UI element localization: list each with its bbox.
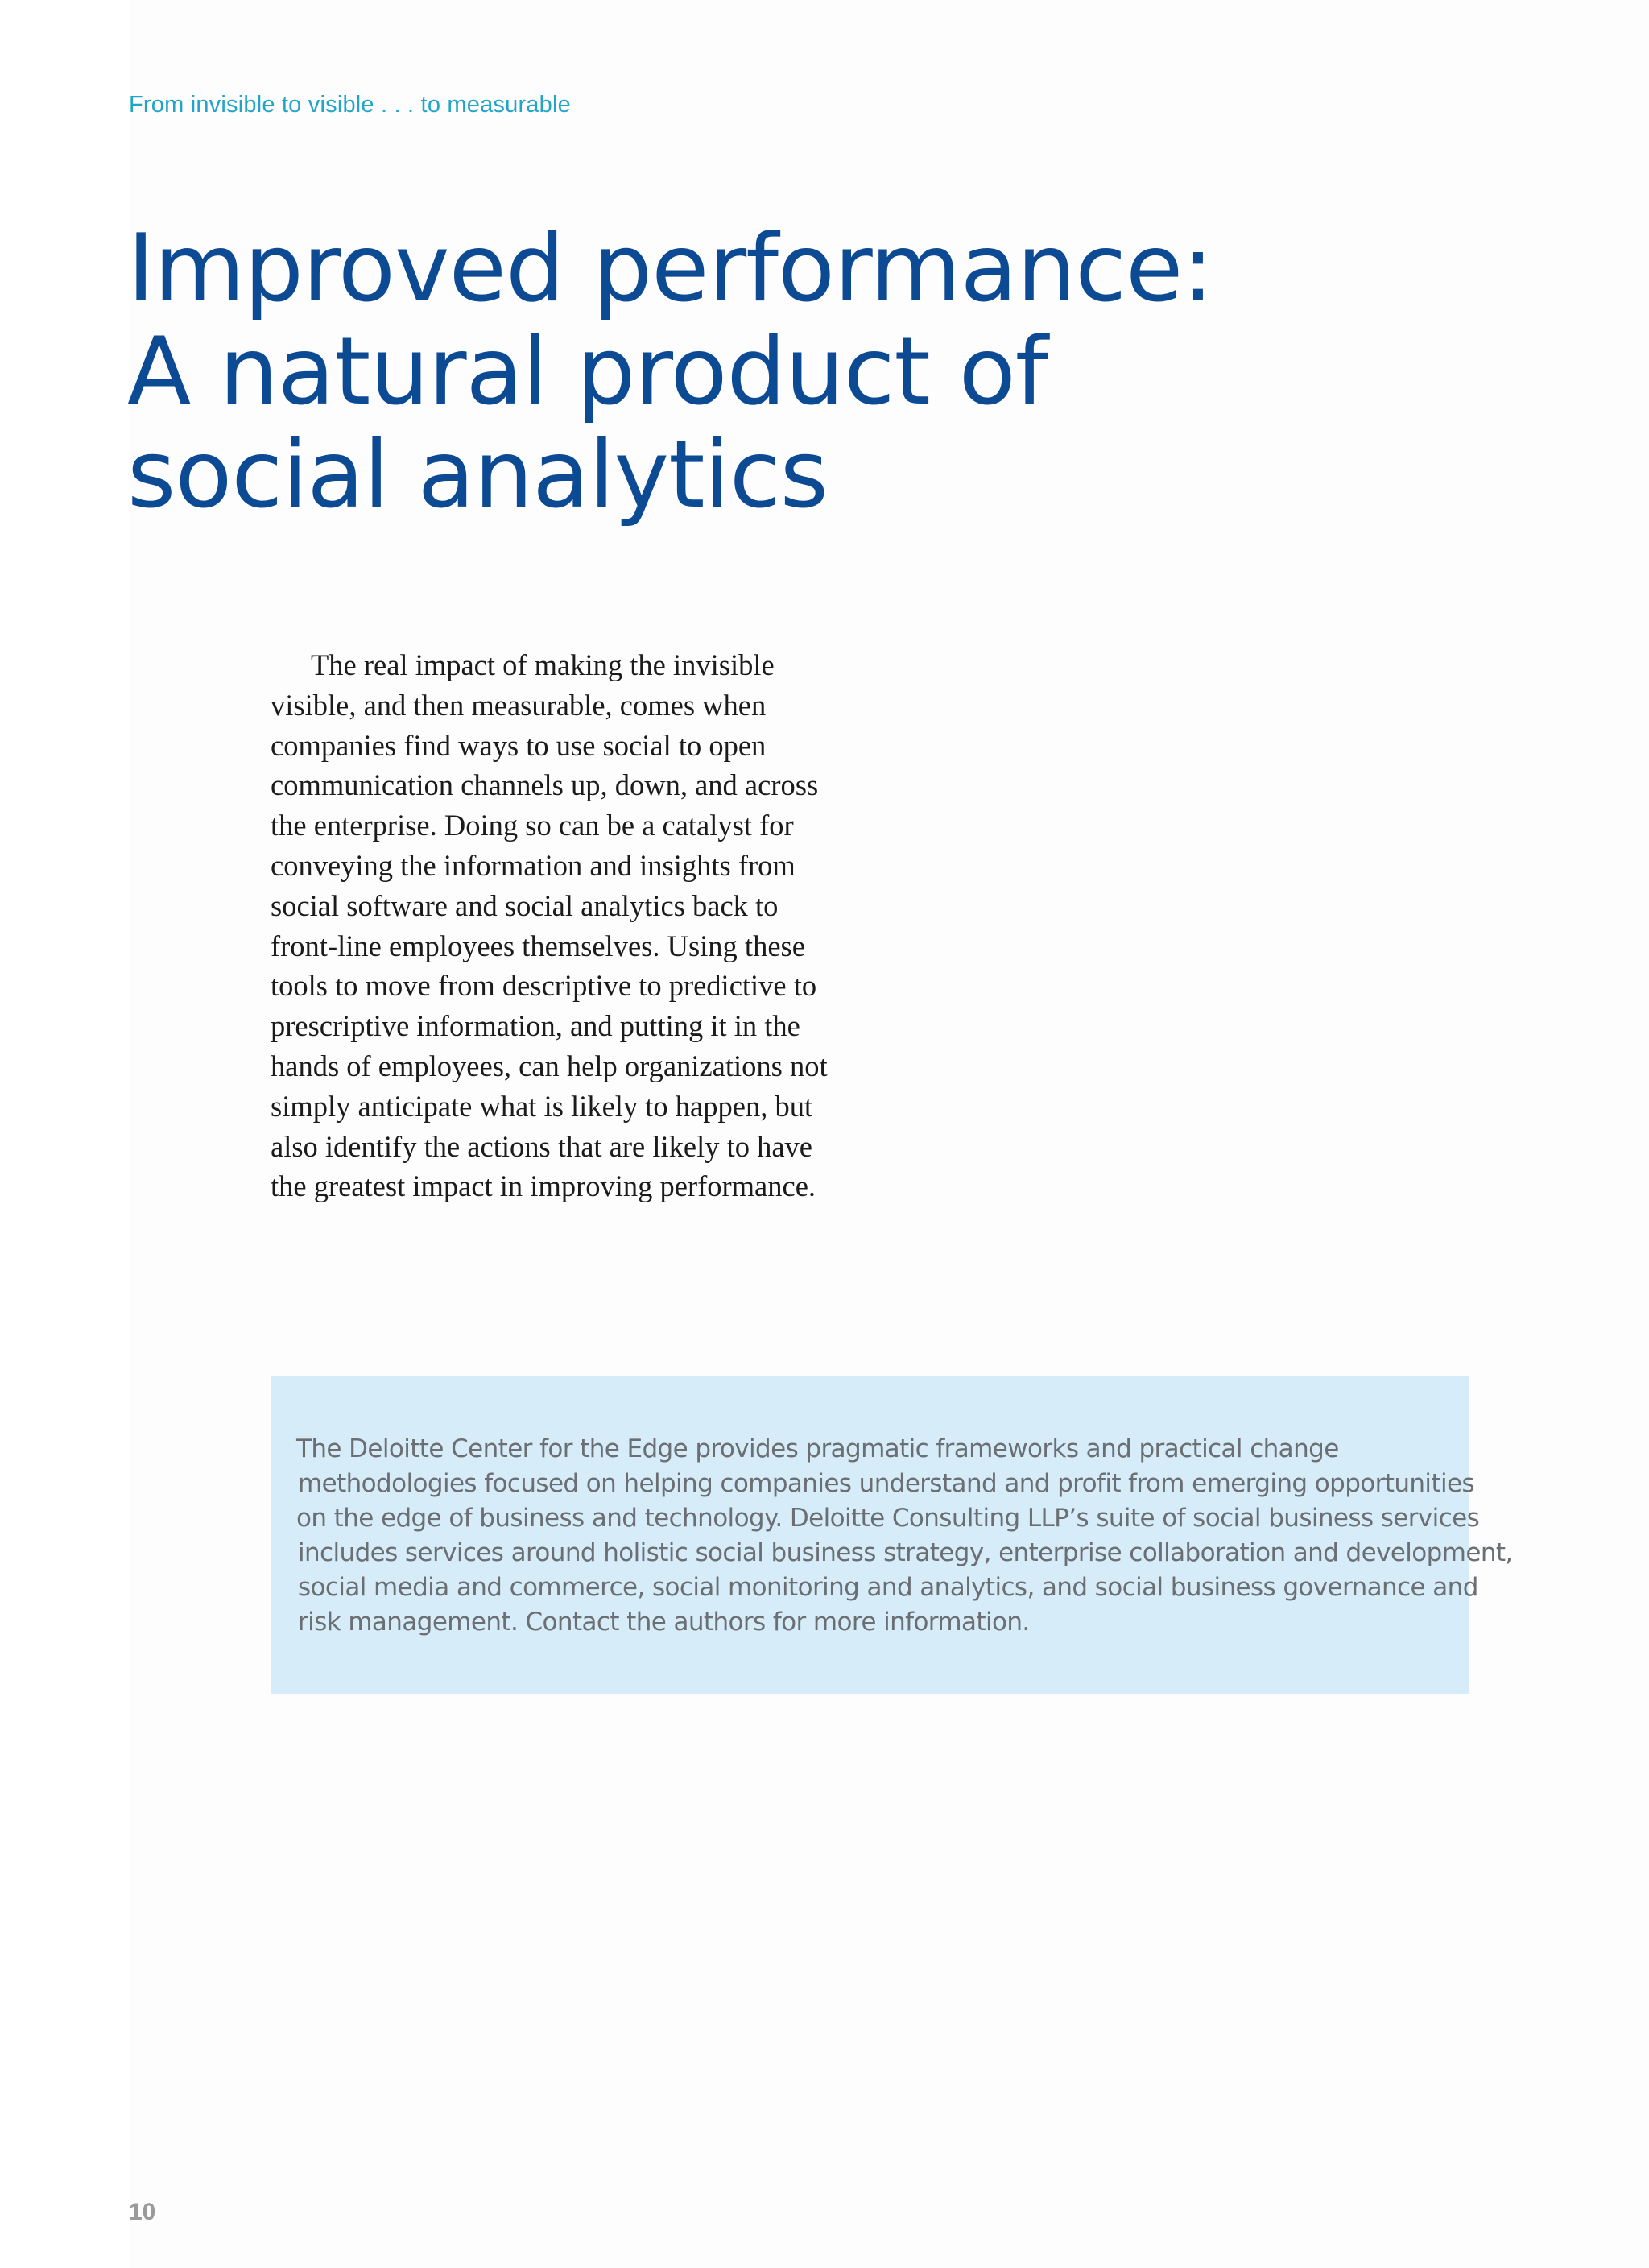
- callout-line: The Deloitte Center for the Edge provides pragmatic frameworks and practical change: [296, 1434, 1339, 1463]
- body-line: communication channels up, down, and across: [271, 768, 819, 802]
- title-line: social analytics: [127, 420, 829, 529]
- body-line: conveying the information and insights from: [271, 848, 796, 882]
- body-line: prescriptive information, and putting it in the: [271, 1009, 800, 1043]
- callout-box: [271, 1376, 1513, 1694]
- body-paragraph: [271, 645, 850, 1206]
- body-line: The real impact of making the invisible: [311, 648, 775, 681]
- callout-text: [296, 1432, 1513, 1640]
- title-line: A natural product of: [127, 317, 1048, 426]
- body-line: the enterprise. Doing so can be a catalyst for: [271, 809, 794, 842]
- callout-line: social media and commerce, social monitoring and analytics, and social business governance and: [298, 1573, 1478, 1602]
- title-line: Improved performance:: [127, 214, 1213, 323]
- body-line: tools to move from descriptive to predictive to: [271, 969, 817, 1003]
- body-line: hands of employees, can help organizations not: [271, 1049, 828, 1082]
- callout-line: on the edge of business and technology. Deloitte Consulting LLP’s suite of social business services: [296, 1504, 1480, 1533]
- page-number: 10: [129, 2199, 156, 2225]
- body-line: social software and social analytics back to: [271, 888, 779, 922]
- callout-line: risk management. Contact the authors for more information.: [298, 1608, 1030, 1637]
- callout-line: includes services around holistic social business strategy, enterprise collaboration and development,: [298, 1538, 1513, 1567]
- body-line: the greatest impact in improving performance.: [271, 1169, 816, 1203]
- callout-line: methodologies focused on helping companies understand and profit from emerging opportunities: [298, 1469, 1475, 1498]
- page-title: [127, 214, 1335, 529]
- running-header: From invisible to visible . . . to measurable: [129, 92, 571, 118]
- body-line: visible, and then measurable, comes when: [271, 688, 767, 722]
- body-line: front-line employees themselves. Using these: [271, 929, 805, 962]
- body-line: companies find ways to use social to open: [271, 728, 767, 762]
- body-line: also identify the actions that are likely to have: [271, 1129, 813, 1163]
- body-line: simply anticipate what is likely to happen, but: [271, 1089, 813, 1123]
